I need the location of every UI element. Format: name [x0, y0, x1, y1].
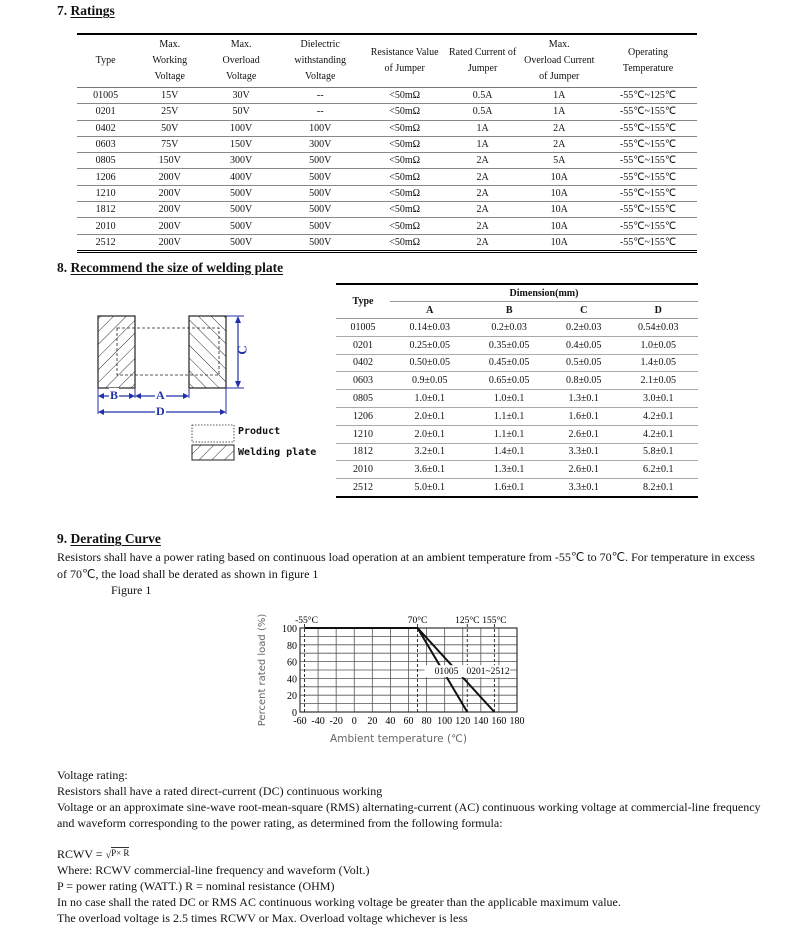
table-row: [77, 120, 697, 136]
dimension-label-a: A: [156, 388, 165, 402]
table-cell: 1.3±0.1: [469, 461, 548, 479]
table-cell: 0.25±0.05: [390, 336, 469, 354]
header-line: Max.: [548, 39, 570, 50]
x-tick-label: 80: [421, 716, 432, 727]
table-cell: 1.0±0.1: [469, 390, 548, 408]
table-row: [77, 185, 697, 201]
table-cell: 1.4±0.05: [619, 354, 698, 372]
table-row: [77, 218, 697, 234]
x-tick-label: 40: [385, 716, 396, 727]
table-cell: 1.4±0.1: [469, 443, 548, 461]
x-tick-label: 20: [367, 716, 378, 727]
table-cell: 0.5A: [446, 104, 520, 120]
table-cell: <50mΩ: [363, 88, 445, 104]
table-cell: 2A: [446, 202, 520, 218]
ratings-header-row: [77, 34, 697, 88]
ratings-table: [77, 33, 697, 253]
voltage-text-line-1: Resistors shall have a rated direct-current (DC) continuous working: [57, 784, 383, 798]
header-line: Operating: [628, 47, 669, 58]
max-value-note: In no case shall the rated DC or RMS AC continuous working voltage be greater than the applicable maximum value.: [57, 895, 621, 909]
table-cell: 3.0±0.1: [619, 390, 698, 408]
x-tick-label: 180: [509, 716, 525, 727]
table-cell: 2A: [446, 169, 520, 185]
table-cell: 5A: [519, 153, 599, 169]
temperature-annotation: 125°C: [455, 616, 480, 626]
table-cell: 1812: [77, 202, 134, 218]
header-line: Resistance Value: [370, 47, 439, 58]
table-cell: 2A: [519, 120, 599, 136]
table-cell: 2.1±0.05: [619, 372, 698, 390]
table-cell: 2010: [336, 461, 390, 479]
dimension-column-header: C: [549, 302, 619, 319]
table-cell: 500V: [205, 202, 277, 218]
table-cell: 5.0±0.1: [414, 482, 445, 494]
derating-paragraph-line-1: Resistors shall have a power rating based on continuous load operation at an ambient temperature from -55℃ to 70℃. For temperature in excess: [57, 550, 755, 564]
table-row: [336, 479, 698, 497]
table-cell: 500V: [277, 169, 364, 185]
ratings-column-header: [277, 34, 364, 88]
table-cell: 500V: [277, 202, 364, 218]
table-cell: -55℃~155℃: [599, 169, 697, 185]
table-cell: 200V: [134, 169, 205, 185]
table-cell: 0.35±0.05: [469, 336, 548, 354]
section-number: 8.: [57, 260, 68, 275]
header-line: Temperature: [622, 63, 674, 74]
table-cell: -55℃~155℃: [619, 236, 677, 248]
legend-welding-plate-label: Welding plate: [238, 447, 317, 458]
table-cell: 25V: [134, 104, 205, 120]
table-cell: 0.65±0.05: [469, 372, 548, 390]
table-cell: 1812: [336, 443, 390, 461]
section-number: 9.: [57, 531, 68, 546]
table-cell: 1A: [519, 104, 599, 120]
table-cell: 3.6±0.1: [390, 461, 469, 479]
table-cell: 1A: [446, 136, 520, 152]
x-tick-label: 140: [473, 716, 489, 727]
table-cell: -55℃~155℃: [599, 136, 697, 152]
header-line: Rated Current of: [449, 47, 517, 58]
table-cell: 0.5A: [446, 88, 520, 104]
header-line: Voltage: [305, 71, 336, 82]
table-cell: --: [277, 88, 364, 104]
x-tick-label: 100: [437, 716, 453, 727]
table-cell: 01005: [77, 88, 134, 104]
header-line: of Jumper: [539, 71, 580, 82]
table-cell: 2010: [77, 218, 134, 234]
table-row: [336, 425, 698, 443]
table-cell: 5.8±0.1: [619, 443, 698, 461]
table-cell: 0.45±0.05: [469, 354, 548, 372]
formula-radicand: P× R: [111, 848, 130, 858]
figure-label: Figure 1: [111, 583, 152, 597]
table-cell: 0.2±0.03: [469, 319, 548, 337]
table-row: [336, 407, 698, 425]
ratings-column-header: [205, 34, 277, 88]
table-cell: <50mΩ: [363, 136, 445, 152]
table-cell: 50V: [134, 120, 205, 136]
table-cell: 2A: [446, 218, 520, 234]
section-9-heading: [57, 531, 161, 547]
welding-plate-drawing: [92, 312, 322, 467]
table-cell: 150V: [205, 136, 277, 152]
table-cell: 1.1±0.1: [469, 407, 548, 425]
table-cell: 4.2±0.1: [619, 425, 698, 443]
y-tick-label: 20: [287, 691, 297, 703]
table-cell: 0201: [336, 336, 390, 354]
table-cell: 10A: [550, 236, 568, 248]
x-tick-label: -60: [293, 716, 307, 727]
dimension-column-header: A: [390, 302, 469, 319]
y-tick-label: 80: [287, 640, 297, 652]
voltage-text-line-3: and waveform corresponding to the power rating, as determined from the following formula:: [57, 816, 503, 830]
x-tick-label: 160: [491, 716, 507, 727]
table-cell: 1A: [519, 88, 599, 104]
table-cell: 500V: [205, 218, 277, 234]
table-cell: 500V: [230, 236, 253, 248]
table-cell: 0805: [336, 390, 390, 408]
table-cell: 3.3±0.1: [568, 482, 599, 494]
table-cell: 8.2±0.1: [643, 482, 674, 494]
table-cell: 2.0±0.1: [390, 425, 469, 443]
table-row: [77, 153, 697, 169]
overload-note: The overload voltage is 2.5 times RCWV or Max. Overload voltage whichever is less: [57, 911, 468, 925]
header-line: Dielectric: [300, 39, 340, 50]
ratings-column-header: [599, 34, 697, 88]
table-row: [77, 104, 697, 120]
series-label: 0201~2512: [466, 667, 510, 678]
dimension-group-header: Dimension(mm): [390, 284, 698, 302]
table-cell: 1.6±0.1: [549, 407, 619, 425]
table-cell: 200V: [158, 236, 181, 248]
header-line: Voltage: [225, 71, 257, 82]
table-cell: -55℃~155℃: [599, 153, 697, 169]
dimension-label-d: D: [156, 404, 165, 418]
table-row: [77, 234, 697, 251]
table-cell: 0.2±0.03: [549, 319, 619, 337]
table-cell: -55℃~155℃: [599, 120, 697, 136]
derating-chart: [250, 605, 540, 755]
table-cell: 1.0±0.1: [390, 390, 469, 408]
table-cell: 0201: [77, 104, 134, 120]
table-cell: -55℃~155℃: [599, 104, 697, 120]
table-cell: 3.2±0.1: [390, 443, 469, 461]
table-cell: 0.14±0.03: [390, 319, 469, 337]
table-cell: 0.9±0.05: [390, 372, 469, 390]
table-cell: 500V: [277, 153, 364, 169]
header-line: withstanding: [294, 55, 347, 66]
voltage-text-line-2: Voltage or an approximate sine-wave root-mean-square (RMS) alternating-current (AC) continuous working voltage at commercial-line frequency: [57, 800, 761, 814]
ratings-column-header: [77, 34, 134, 88]
x-tick-label: 60: [403, 716, 414, 727]
section-title: Derating Curve: [70, 531, 161, 546]
formula-lhs: RCWV =: [57, 847, 106, 861]
table-cell: 500V: [277, 218, 364, 234]
table-cell: 0805: [77, 153, 134, 169]
table-cell: 1.6±0.1: [493, 482, 525, 494]
table-cell: 0.54±0.03: [619, 319, 698, 337]
table-cell: 2512: [95, 236, 116, 248]
x-tick-label: 0: [351, 716, 357, 727]
table-row: [77, 169, 697, 185]
y-axis-title: Percent rated load (%): [257, 613, 268, 727]
table-cell: 200V: [134, 185, 205, 201]
table-cell: 1210: [336, 425, 390, 443]
table-row: [336, 443, 698, 461]
table-cell: <50mΩ: [363, 218, 445, 234]
table-cell: 500V: [277, 185, 364, 201]
table-cell: 500V: [205, 185, 277, 201]
header-line: Jumper: [467, 63, 498, 74]
table-row: [336, 336, 698, 354]
table-row: [336, 390, 698, 408]
welding-subheader-row: [336, 302, 698, 319]
section-title: Recommend the size of welding plate: [70, 260, 284, 275]
y-tick-label: 100: [282, 624, 297, 635]
x-tick-label: -40: [311, 716, 325, 727]
header-line: Voltage: [154, 71, 185, 82]
dimension-label-b: B: [110, 388, 119, 402]
table-cell: 1206: [77, 169, 134, 185]
header-line: Max.: [159, 39, 181, 50]
table-cell: 10A: [519, 169, 599, 185]
table-cell: 0.50±0.05: [390, 354, 469, 372]
section-title: Ratings: [70, 3, 115, 18]
header-line: Working: [152, 55, 188, 66]
section-7-heading: [57, 3, 115, 19]
series-label: 01005: [434, 667, 459, 678]
dimension-label-c: C: [234, 345, 250, 355]
table-cell: 50V: [205, 104, 277, 120]
table-cell: 1.0±0.05: [619, 336, 698, 354]
table-row: [77, 88, 697, 104]
table-cell: -55℃~155℃: [599, 218, 697, 234]
table-cell: 3.3±0.1: [549, 443, 619, 461]
temperature-annotation: 155°C: [482, 616, 507, 626]
table-cell: 1206: [336, 407, 390, 425]
table-cell: 2.0±0.1: [390, 407, 469, 425]
table-cell: 400V: [205, 169, 277, 185]
table-cell: 2A: [446, 153, 520, 169]
table-cell: 1A: [446, 120, 520, 136]
table-cell: -55℃~155℃: [599, 185, 697, 201]
header-line: Max.: [230, 39, 252, 50]
derating-chart-svg: [250, 605, 540, 755]
table-cell: 2A: [476, 236, 489, 248]
table-cell: 2.6±0.1: [549, 461, 619, 479]
derating-paragraph-line-2: of 70℃, the load shall be derated as shown in figure 1: [57, 567, 319, 581]
table-cell: 0.5±0.05: [549, 354, 619, 372]
temperature-annotation: 70°C: [407, 616, 428, 626]
welding-dimension-table: [336, 283, 698, 498]
table-cell: 100V: [277, 120, 364, 136]
header-line: Overload Current: [524, 55, 595, 66]
table-cell: 2A: [446, 185, 520, 201]
table-cell: 200V: [134, 218, 205, 234]
table-cell: <50mΩ: [363, 120, 445, 136]
table-row: [336, 354, 698, 372]
table-cell: 4.2±0.1: [619, 407, 698, 425]
table-row: [77, 202, 697, 218]
table-cell: 0.8±0.05: [549, 372, 619, 390]
dimension-column-header: B: [469, 302, 548, 319]
table-cell: 6.2±0.1: [619, 461, 698, 479]
welding-header-row: [336, 284, 698, 302]
table-cell: <50mΩ: [363, 202, 445, 218]
table-cell: 200V: [134, 202, 205, 218]
ratings-column-header: [134, 34, 205, 88]
table-cell: 15V: [134, 88, 205, 104]
y-tick-label: 0: [292, 708, 297, 719]
welding-plate-diagram: [92, 312, 322, 467]
table-cell: <50mΩ: [363, 185, 445, 201]
table-cell: 2512: [353, 482, 373, 494]
y-tick-label: 60: [287, 657, 297, 669]
table-cell: 1210: [77, 185, 134, 201]
table-cell: 0402: [336, 354, 390, 372]
table-cell: 300V: [205, 153, 277, 169]
table-cell: 10A: [519, 185, 599, 201]
ratings-column-header: [363, 34, 445, 88]
table-cell: -55℃~155℃: [599, 202, 697, 218]
table-cell: 0402: [77, 120, 134, 136]
table-cell: 300V: [277, 136, 364, 152]
table-cell: 75V: [134, 136, 205, 152]
table-cell: 1.1±0.1: [469, 425, 548, 443]
table-cell: 0.4±0.05: [549, 336, 619, 354]
table-cell: <50mΩ: [363, 104, 445, 120]
table-cell: 2.6±0.1: [549, 425, 619, 443]
table-cell: 1.3±0.1: [549, 390, 619, 408]
header-line: Type: [95, 55, 116, 66]
x-tick-label: -20: [329, 716, 343, 727]
table-cell: 150V: [134, 153, 205, 169]
y-tick-label: 40: [287, 674, 297, 686]
table-row: [336, 461, 698, 479]
table-cell: --: [277, 104, 364, 120]
formula-where-text: Where: RCWV commercial-line frequency and waveform (Volt.): [57, 863, 370, 877]
table-row: [336, 319, 698, 337]
type-header: Type: [336, 284, 390, 319]
ratings-column-header: [519, 34, 599, 88]
table-cell: 100V: [205, 120, 277, 136]
x-axis-title: Ambient temperature (℃): [330, 733, 467, 745]
table-cell: 500V: [309, 236, 332, 248]
header-line: Overload: [222, 55, 260, 66]
section-8-heading: [57, 260, 283, 276]
table-row: [336, 372, 698, 390]
table-cell: -55℃~125℃: [599, 88, 697, 104]
header-line: of Jumper: [384, 63, 425, 74]
formula-definitions: P = power rating (WATT.) R = nominal resistance (OHM): [57, 879, 335, 893]
voltage-rating-title: Voltage rating:: [57, 768, 128, 782]
table-cell: <50mΩ: [363, 153, 445, 169]
table-row: [77, 136, 697, 152]
table-cell: 01005: [336, 319, 390, 337]
dimension-column-header: D: [619, 302, 698, 319]
sqrt-icon: √: [105, 850, 112, 861]
legend-product-label: Product: [238, 426, 281, 437]
temperature-annotation: -55°C: [295, 616, 318, 626]
table-cell: 2A: [519, 136, 599, 152]
x-tick-label: 120: [455, 716, 471, 727]
table-cell: 0603: [77, 136, 134, 152]
table-cell: 10A: [519, 202, 599, 218]
section-number: 7.: [57, 3, 68, 18]
table-cell: 10A: [519, 218, 599, 234]
table-cell: 30V: [205, 88, 277, 104]
table-cell: <50mΩ: [363, 169, 445, 185]
ratings-column-header: [446, 34, 520, 88]
table-cell: <50mΩ: [389, 236, 421, 248]
table-cell: 0603: [336, 372, 390, 390]
